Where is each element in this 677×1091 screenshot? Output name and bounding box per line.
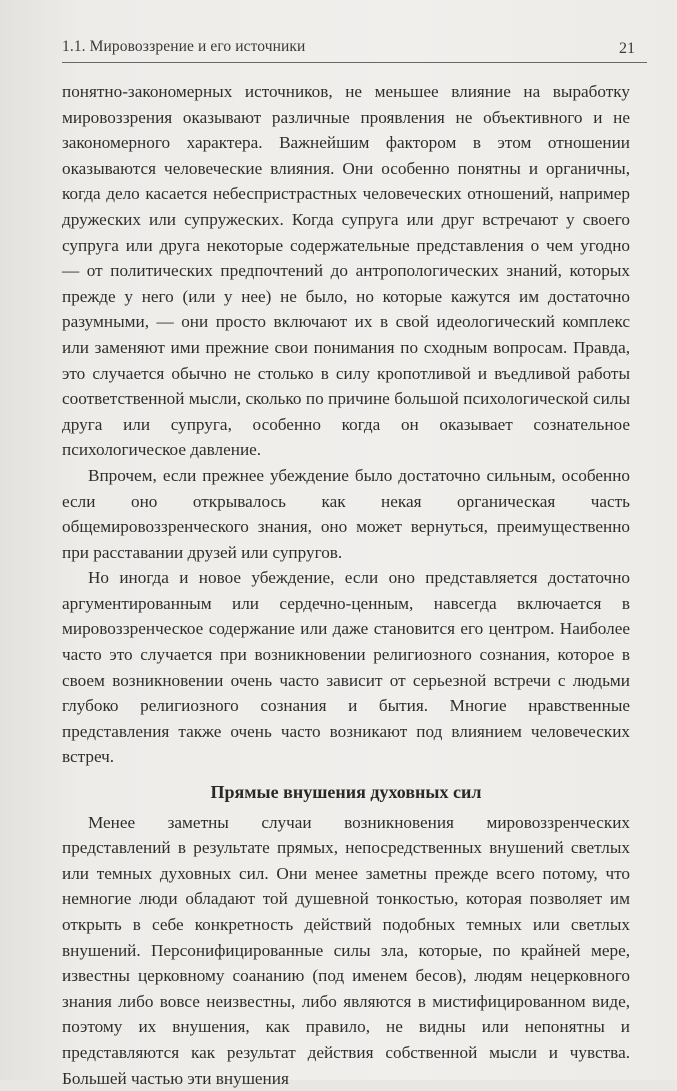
body-text <box>62 79 630 1091</box>
section-heading: Прямые внушения духовных сил <box>210 782 482 803</box>
section-title: 1.1. Мировоззрение и его источники <box>62 38 306 55</box>
paragraph-3: Но иногда и новое убеждение, если оно представляется достаточно аргументированным или сердечно-ценным, навсегда включается в мировоззренческое содержание или даже становится его центром. Наиболее часто это случается при возникновении религиозного сознания, которое в своем возникновении очень часто зависит от серьезной встречи с людьми глубоко религиозного сознания и бытия. Многие нравственные представления также очень часто возникают под влиянием человеческих встреч. <box>62 568 630 767</box>
paragraph-4: Менее заметны случаи возникновения мировоззренческих представлений в результате прямых, непосредственных внушений светлых или темных духовных сил. Они менее заметны прежде всего потому, что немногие люди обладают той душевной тонкостью, которая позволяет им открыть в себе конкретность действий подобных темных или светлых внушений. Персонифицированные силы зла, которые, по крайней мере, известны церковному соананию (под именем бесов), людям нецерковного знания либо вовсе неизвестны, либо являются в мистифицированном виде, поэтому их внушения, как правило, не видны или непонятны и представляются как результат действия собственной мысли и чувства. Большей частью эти внушения <box>62 812 630 1088</box>
running-header <box>62 38 647 63</box>
paragraph-1: понятно-закономерных источников, не меньшее влияние на выработку мировоззрения оказывают различные проявления не объективного и не закономерного характера. Важнейшим фактором в этом отношении оказываются человеческие влияния. Они особенно понятны и органичны, когда дело касается небеспристрастных человеческих отношений, например дружеских или супружеских. Когда супруга или друг встречают у своего супруга или друга некоторые содержательные представления о чем угодно — от политических предпочтений до антропологических знаний, которых прежде у него (или у нее) не было, но которые кажутся им достаточно разумными, — они просто включают их в свой идеологический комплекс или заменяют ими прежние свои понимания по сходным вопросам. Правда, это случается обычно не столько в силу кропотливой и въедливой работы соответственной мысли, сколько по причине большой психологической силы друга или супруга, особенно когда он оказывает сознательное психологическое давление. <box>62 82 630 460</box>
paragraph-2: Впрочем, если прежнее убеждение было достаточно сильным, особенно если оно открывалось как некая органическая часть общемировоззренческого знания, оно может вернуться, преимущественно при расставании друзей или супругов. <box>62 465 630 562</box>
page-number: 21 <box>619 40 635 57</box>
